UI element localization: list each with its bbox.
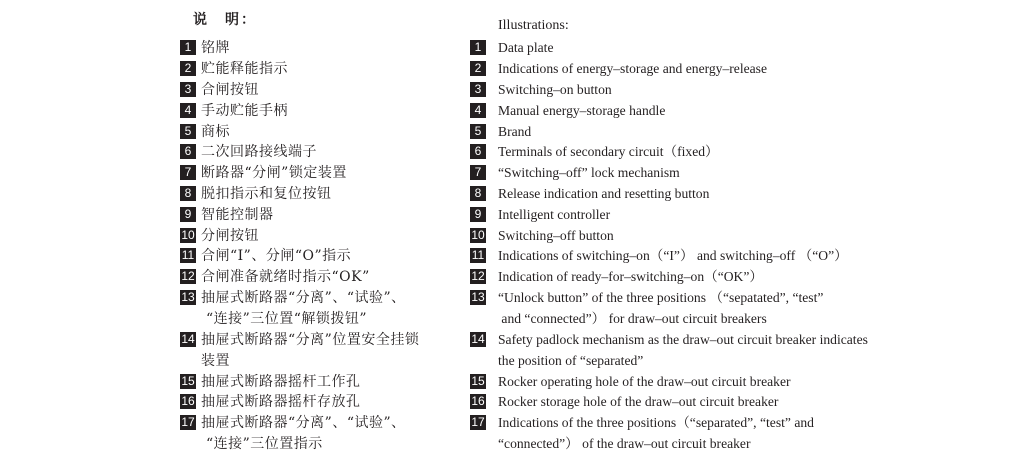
english-item-text: Brand <box>498 124 532 139</box>
english-item-text: Indications of switching–on（“I”） and switching–off （“O”） <box>498 248 848 263</box>
chinese-item-7 <box>180 163 347 184</box>
english-item-number-badge: 11 <box>471 248 485 262</box>
chinese-item-5 <box>180 122 230 143</box>
chinese-item-text: 抽屉式断路器摇杆存放孔 <box>201 394 361 410</box>
english-item-number-badge: 9 <box>470 207 486 222</box>
english-item-number-badge: 4 <box>470 103 486 118</box>
chinese-item-text: 抽屉式断路器“分离”、“试验”、 “连接”三位置“解锁拨钮” <box>201 290 406 327</box>
chinese-item-4 <box>180 101 288 122</box>
english-item-10 <box>470 226 614 247</box>
chinese-item-number-badge: 8 <box>180 186 196 201</box>
chinese-item-15 <box>180 372 361 393</box>
english-item-number-badge: 13 <box>471 290 485 304</box>
english-item-3 <box>470 80 612 101</box>
chinese-item-12 <box>180 267 370 288</box>
chinese-heading: 说 明： <box>193 12 257 28</box>
chinese-item-text: 贮能释能指示 <box>201 61 288 77</box>
english-item-text: Indications of the three positions（“separated”, “test” and “connected”） of the draw–out circuit breaker <box>498 415 814 451</box>
english-item-text: Indication of ready–for–switching–on（“OK”） <box>498 269 764 284</box>
english-item-number-badge: 2 <box>470 61 486 76</box>
english-item-4 <box>470 101 665 122</box>
chinese-item-3 <box>180 80 259 101</box>
english-item-12 <box>470 267 763 288</box>
english-item-number-badge: 6 <box>470 144 486 159</box>
english-item-5 <box>470 122 531 143</box>
chinese-item-9 <box>180 205 274 226</box>
english-item-text: Rocker storage hole of the draw–out circuit breaker <box>498 394 779 409</box>
chinese-item-number-badge: 11 <box>181 248 195 262</box>
english-item-2 <box>470 59 767 80</box>
english-item-6 <box>470 142 719 163</box>
chinese-item-number-badge: 9 <box>180 207 196 222</box>
chinese-item-1 <box>180 38 230 59</box>
chinese-item-number-badge: 15 <box>181 374 195 388</box>
english-item-text: Safety padlock mechanism as the draw–out circuit breaker indicates the position of “separated” <box>498 332 868 368</box>
chinese-item-number-badge: 4 <box>180 103 196 118</box>
chinese-item-number-badge: 6 <box>180 144 196 159</box>
chinese-item-text: 抽屉式断路器“分离”、“试验”、 “连接”三位置指示 <box>201 415 406 452</box>
english-item-13 <box>470 288 823 330</box>
chinese-item-text: 商标 <box>201 124 230 140</box>
chinese-item-6 <box>180 142 317 163</box>
chinese-item-text: 分闸按钮 <box>201 228 259 244</box>
english-item-text: Terminals of secondary circuit（fixed） <box>498 144 719 159</box>
english-item-17 <box>470 413 814 455</box>
chinese-item-10 <box>180 226 259 247</box>
english-item-text: Intelligent controller <box>498 207 611 222</box>
english-item-text: “Switching–off” lock mechanism <box>498 165 680 180</box>
english-item-text: Switching–on button <box>498 82 612 97</box>
english-item-text: “Unlock button” of the three positions （“sepatated”, “test” and “connected”） for draw–out circuit breakers <box>498 290 824 326</box>
english-item-1 <box>470 38 553 59</box>
english-item-number-badge: 1 <box>470 40 486 55</box>
chinese-item-text: 合闸“I”、分闸“O”指示 <box>201 248 352 264</box>
chinese-item-text: 手动贮能手柄 <box>201 103 288 119</box>
english-item-text: Manual energy–storage handle <box>498 103 666 118</box>
english-item-number-badge: 10 <box>471 228 485 242</box>
chinese-item-11 <box>180 246 351 267</box>
chinese-item-number-badge: 7 <box>180 165 196 180</box>
chinese-item-text: 合闸准备就绪时指示“OK” <box>201 269 370 285</box>
chinese-item-17 <box>180 413 406 455</box>
english-item-number-badge: 7 <box>470 165 486 180</box>
english-item-number-badge: 3 <box>470 82 486 97</box>
chinese-item-number-badge: 14 <box>181 332 195 346</box>
english-item-text: Rocker operating hole of the draw–out circuit breaker <box>498 374 791 389</box>
chinese-item-number-badge: 5 <box>180 124 196 139</box>
chinese-item-16 <box>180 392 361 413</box>
chinese-item-14 <box>180 330 419 372</box>
chinese-item-number-badge: 10 <box>181 228 195 242</box>
english-item-number-badge: 15 <box>471 374 485 388</box>
english-item-number-badge: 8 <box>470 186 486 201</box>
english-heading: Illustrations: <box>498 18 569 33</box>
english-item-11 <box>470 246 848 267</box>
chinese-item-text: 断路器“分闸”锁定装置 <box>201 165 347 181</box>
english-item-number-badge: 12 <box>471 269 485 283</box>
chinese-item-number-badge: 1 <box>180 40 196 55</box>
chinese-item-number-badge: 16 <box>181 394 195 408</box>
chinese-item-number-badge: 3 <box>180 82 196 97</box>
english-item-number-badge: 17 <box>471 415 485 429</box>
english-item-text: Switching–off button <box>498 228 614 243</box>
english-item-16 <box>470 392 778 413</box>
chinese-item-number-badge: 17 <box>181 415 195 429</box>
chinese-item-8 <box>180 184 332 205</box>
english-item-14 <box>470 330 868 372</box>
chinese-item-text: 铭牌 <box>201 40 230 56</box>
chinese-item-2 <box>180 59 288 80</box>
chinese-item-number-badge: 12 <box>181 269 195 283</box>
chinese-item-text: 抽屉式断路器摇杆工作孔 <box>201 374 361 390</box>
english-item-text: Release indication and resetting button <box>498 186 710 201</box>
english-item-number-badge: 5 <box>470 124 486 139</box>
english-item-text: Data plate <box>498 40 554 55</box>
chinese-item-number-badge: 13 <box>181 290 195 304</box>
chinese-item-text: 智能控制器 <box>201 207 274 223</box>
chinese-item-text: 脱扣指示和复位按钮 <box>201 186 332 202</box>
english-item-9 <box>470 205 610 226</box>
english-item-number-badge: 16 <box>471 394 485 408</box>
chinese-item-text: 合闸按钮 <box>201 82 259 98</box>
chinese-item-text: 二次回路接线端子 <box>201 144 317 160</box>
chinese-item-text: 抽屉式断路器“分离”位置安全挂锁 装置 <box>201 332 420 369</box>
chinese-item-number-badge: 2 <box>180 61 196 76</box>
chinese-item-13 <box>180 288 406 330</box>
english-item-8 <box>470 184 709 205</box>
english-item-15 <box>470 372 791 393</box>
english-item-text: Indications of energy–storage and energy–release <box>498 61 768 76</box>
english-item-number-badge: 14 <box>471 332 485 346</box>
english-item-7 <box>470 163 680 184</box>
